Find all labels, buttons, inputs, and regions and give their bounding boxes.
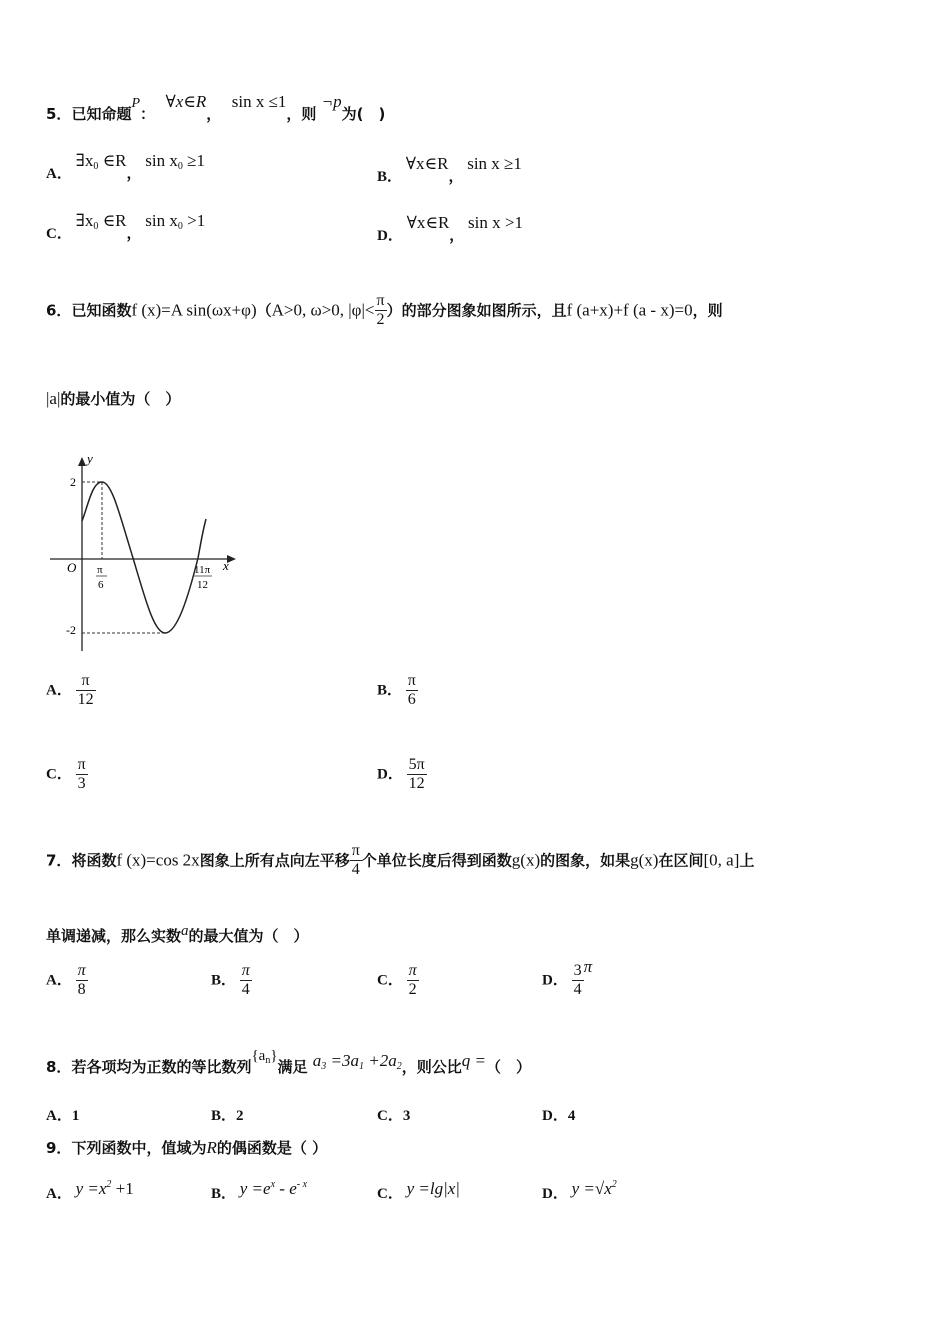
fraction-pi-over-4: $\frac{\pi}{4}$	[351, 842, 360, 879]
x-tick-11pi12-num: 11π	[194, 564, 211, 576]
q9-option-d[interactable]: D． $y =√x^2$	[542, 1179, 617, 1202]
question-5-stem: 5．已知命题P： ∀x∈R， sin x ≤1，则 ¬p为( )	[46, 92, 386, 123]
q5-option-d[interactable]: D． ∀x∈R， sin x >1	[377, 213, 523, 244]
question-number: 7．	[46, 851, 72, 870]
y-axis-arrow	[78, 457, 86, 466]
x-tick-pi6-num: π	[97, 564, 103, 576]
q6-option-c[interactable]: C． $\frac{\pi}{3}$	[46, 756, 86, 793]
q6-option-b[interactable]: B． $\frac{\pi}{6}$	[377, 672, 416, 709]
q8-option-d[interactable]: D．4	[542, 1108, 576, 1124]
q6-option-a[interactable]: A． $\frac{\pi}{12}$	[46, 672, 94, 709]
question-8-stem: 8．若各项均为正数的等比数列$\{a_n\}$满足 $a_3 =3a_1 +2a_2$，则公比q =（ ）	[46, 1048, 531, 1076]
q7-option-a[interactable]: A． $\frac{\pi}{8}$	[46, 962, 86, 999]
x-tick-11pi12-den: 12	[197, 579, 208, 591]
q5-option-b[interactable]: B． ∀x∈R， sin x ≥1	[377, 154, 522, 185]
question-6-stem: 6．已知函数f (x)=A sin(ωx+φ)（A>0, ω>0, |φ|< $\frac{\pi}{2}$ ）的部分图象如图所示，且f (a+x)+f (a - x)=0，则	[46, 292, 723, 329]
origin-label: O	[67, 560, 77, 575]
q7-option-c[interactable]: C． $\frac{\pi}{2}$	[377, 962, 417, 999]
y-tick-neg2: -2	[66, 623, 76, 637]
q9-option-a[interactable]: A． $y =x^2 +1$	[46, 1179, 134, 1202]
x-axis-label: x	[223, 558, 229, 573]
y-tick-2: 2	[70, 475, 76, 489]
x-tick-pi6-den: 6	[98, 579, 104, 591]
q5-option-a[interactable]: A． $\exists x_0$ ∈R， $\sin x_0 \ge 1$	[46, 151, 205, 182]
question-number: 9．	[46, 1139, 72, 1157]
q9-option-c[interactable]: C． y =lg|x|	[377, 1179, 460, 1202]
sine-graph	[46, 448, 246, 658]
question-number: 8．	[46, 1058, 72, 1076]
question-6-stem-line2: |a|的最小值为（ ）	[46, 389, 181, 408]
q7-option-d[interactable]: D． $\frac{3}{4}$ π	[542, 957, 593, 999]
q7-option-b[interactable]: B． $\frac{\pi}{4}$	[211, 962, 250, 999]
sine-curve	[82, 482, 206, 633]
q8-option-a[interactable]: A．1	[46, 1108, 80, 1124]
question-7-stem-line2: 单调递减，那么实数a的最大值为（ ）	[46, 923, 309, 945]
question-number: 6．	[46, 301, 72, 320]
q6-option-d[interactable]: D． $\frac{5\pi}{12}$	[377, 756, 425, 793]
question-9-stem: 9．下列函数中，值域为R的偶函数是（ ）	[46, 1138, 328, 1157]
q8-option-c[interactable]: C．3	[377, 1108, 411, 1124]
question-7-stem: 7．将函数f (x)=cos 2x图象上所有点向左平移 $\frac{\pi}{4}$ 个单位长度后得到函数g(x)的图象，如果g(x)在区间[0, a]上	[46, 842, 755, 879]
q9-option-b[interactable]: B． $y =e^x - e^{- x}$	[211, 1179, 308, 1202]
q8-option-b[interactable]: B．2	[211, 1108, 244, 1124]
y-axis-label: y	[87, 451, 93, 466]
fraction-pi-over-2: $\frac{\pi}{2}$	[376, 292, 385, 329]
q5-option-c[interactable]: C． $\exists x_0$ ∈R， $\sin x_0 >1$	[46, 211, 206, 242]
question-number: 5．	[46, 105, 72, 123]
